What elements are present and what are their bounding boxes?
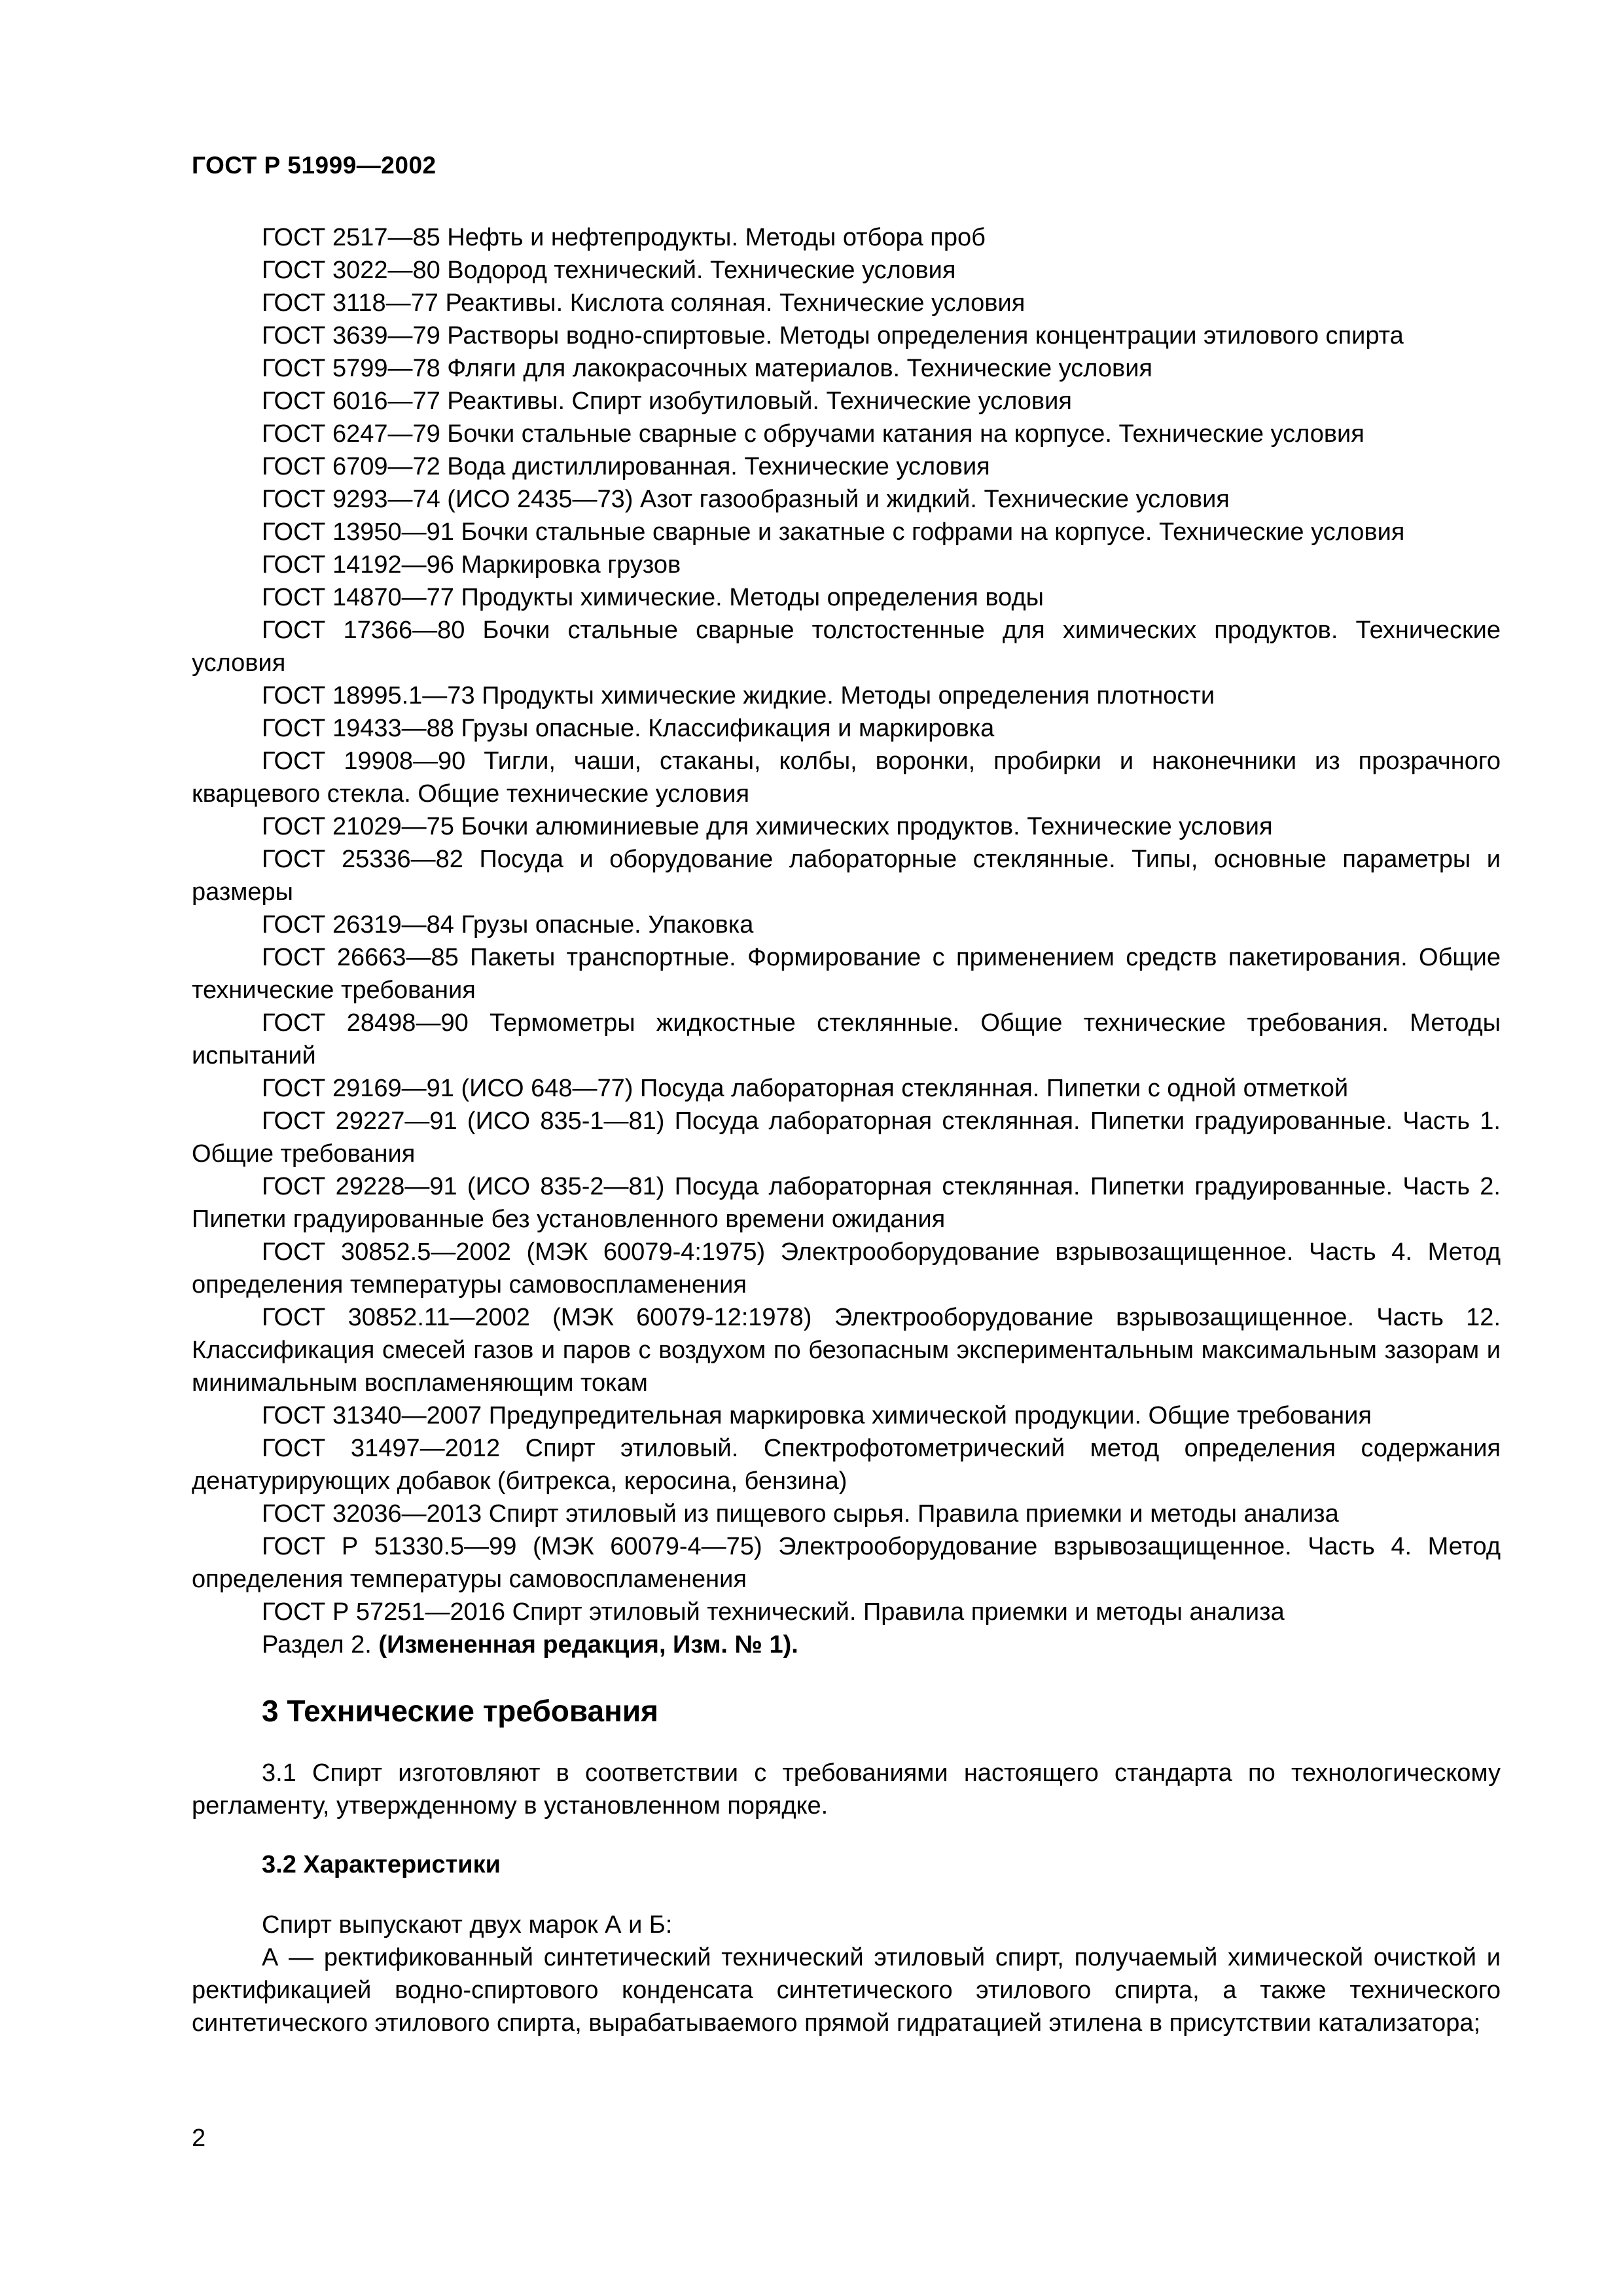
reference-item: ГОСТ 3118—77 Реактивы. Кислота соляная. Технические условия [262,289,1026,317]
reference-item: ГОСТ 2517—85 Нефть и нефтепродукты. Методы отбора проб [262,224,986,251]
paragraph-grades: Спирт выпускают двух марок А и Б: [262,1911,673,1939]
reference-item: ГОСТ 19908—90 Тигли, чаши, стаканы, колбы, воронки, пробирки и наконечники из прозрачного кварцевого стекла. Общие технические условия [192,747,1501,808]
reference-item: ГОСТ 29169—91 (ИСО 648—77) Посуда лабораторная стеклянная. Пипетки с одной отметкой [262,1075,1349,1102]
reference-item: ГОСТ 6016—77 Реактивы. Спирт изобутиловый. Технические условия [262,387,1072,415]
reference-item: ГОСТ 26663—85 Пакеты транспортные. Формирование с применением средств пакетирования. Общие технические требования [192,944,1501,1004]
reference-item: ГОСТ 31340—2007 Предупредительная маркировка химической продукции. Общие требования [262,1402,1372,1429]
reference-item: ГОСТ 14870—77 Продукты химические. Методы определения воды [262,584,1044,611]
page-content [192,221,1501,2039]
reference-item: ГОСТ 25336—82 Посуда и оборудование лабораторные стеклянные. Типы, основные параметры и размеры [192,846,1501,906]
amendment-label: (Измененная редакция, Изм. № 1). [378,1631,798,1659]
reference-item: ГОСТ 5799—78 Фляги для лакокрасочных материалов. Технические условия [262,355,1153,382]
reference-item: ГОСТ 30852.11—2002 (МЭК 60079-12:1978) Электрооборудование взрывозащищенное. Часть 12. Классификация смесей газов и паров с воздухом по безопасным экспериментальным максимальным зазорам и минимальным воспламеняющим токам [192,1304,1501,1397]
reference-item: ГОСТ 28498—90 Термометры жидкостные стеклянные. Общие технические требования. Методы испытаний [192,1009,1501,1069]
document-header: ГОСТ Р 51999—2002 [192,152,437,179]
section-3-title: 3 Технические требования [262,1694,658,1728]
paragraph-3-1: 3.1 Спирт изготовляют в соответствии с требованиями настоящего стандарта по технологическому регламенту, утвержденному в установленном порядке. [192,1759,1501,1820]
reference-item: ГОСТ 21029—75 Бочки алюминиевые для химических продуктов. Технические условия [262,813,1273,840]
reference-item: ГОСТ 18995.1—73 Продукты химические жидкие. Методы определения плотности [262,682,1215,709]
reference-item: ГОСТ 26319—84 Грузы опасные. Упаковка [262,911,754,939]
reference-item: ГОСТ 3639—79 Растворы водно-спиртовые. Методы определения концентрации этилового спирта [262,322,1404,350]
amendment-prefix: Раздел 2. [262,1631,372,1659]
paragraph-grade-a: А — ректификованный синтетический технический этиловый спирт, получаемый химической очисткой и ректификацией водно-спиртового конденсата синтетического этилового спирта, а также технического синтетического этилового спирта, вырабатываемого прямой гидратацией этилена в присутствии катализатора; [192,1944,1501,2037]
reference-item: ГОСТ Р 51330.5—99 (МЭК 60079-4—75) Электрооборудование взрывозащищенное. Часть 4. Метод определения температуры самовоспламенения [192,1533,1501,1593]
normative-references-list [192,221,1501,1628]
reference-item: ГОСТ 3022—80 Водород технический. Технические условия [262,257,956,284]
reference-item: ГОСТ 19433—88 Грузы опасные. Классификация и маркировка [262,715,995,742]
reference-item: ГОСТ 14192—96 Маркировка грузов [262,551,681,579]
reference-item: ГОСТ 17366—80 Бочки стальные сварные толстостенные для химических продуктов. Технические условия [192,617,1501,677]
reference-item: ГОСТ 6247—79 Бочки стальные сварные с обручами катания на корпусе. Технические условия [262,420,1364,448]
reference-item: ГОСТ 29228—91 (ИСО 835-2—81) Посуда лабораторная стеклянная. Пипетки градуированные. Часть 2. Пипетки градуированные без установленного времени ожидания [192,1173,1501,1233]
reference-item: ГОСТ 29227—91 (ИСО 835-1—81) Посуда лабораторная стеклянная. Пипетки градуированные. Часть 1. Общие требования [192,1107,1501,1168]
reference-item: ГОСТ 13950—91 Бочки стальные сварные и закатные с гофрами на корпусе. Технические условия [262,518,1405,546]
reference-item: ГОСТ 31497—2012 Спирт этиловый. Спектрофотометрический метод определения содержания денатурирующих добавок (битрекса, керосина, бензина) [192,1435,1501,1495]
subsection-3-2-title: 3.2 Характеристики [262,1851,501,1878]
page-number: 2 [192,2125,206,2152]
reference-item: ГОСТ 32036—2013 Спирт этиловый из пищевого сырья. Правила приемки и методы анализа [262,1500,1339,1528]
reference-item: ГОСТ Р 57251—2016 Спирт этиловый технический. Правила приемки и методы анализа [262,1598,1285,1626]
reference-item: ГОСТ 6709—72 Вода дистиллированная. Технические условия [262,453,990,480]
reference-item: ГОСТ 9293—74 (ИСО 2435—73) Азот газообразный и жидкий. Технические условия [262,486,1230,513]
reference-item: ГОСТ 30852.5—2002 (МЭК 60079-4:1975) Электрооборудование взрывозащищенное. Часть 4. Метод определения температуры самовоспламенения [192,1238,1501,1299]
amendment-note [192,1628,1501,1661]
